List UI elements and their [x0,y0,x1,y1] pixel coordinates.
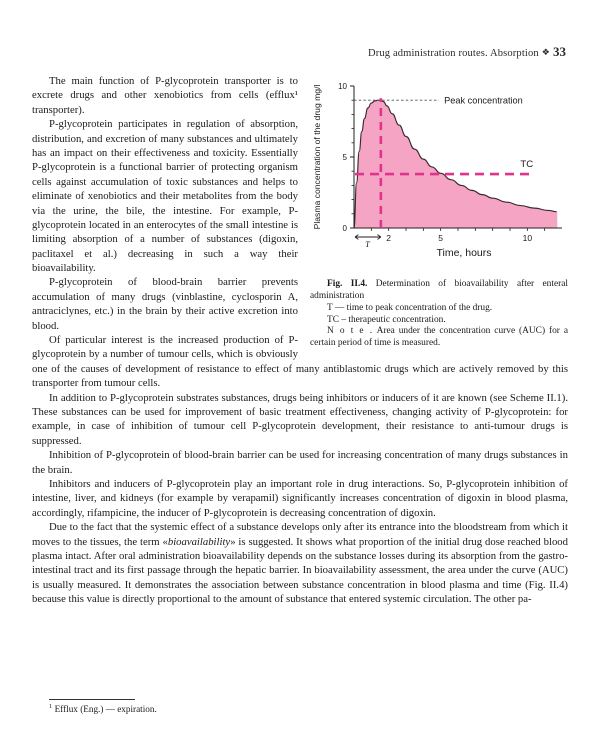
paragraph-2-text: P-glycoprotein participates in regulation of absorption, distribution, and excretion of many substances and ultimately has an impact on their effectiveness and toxicity. Essentially P-glycoprotein is a functional barrier of protecting organism cells against accumulation of toxic substances and helps to eliminate of xenobiotics and their metabolites from the body via the urine, the bile, the intestine. For example, P-glycoprotein located in an enterocytes of the small intestine is limiting absorption of a number of substances (digoxin, paclitaxel et al.) decreasing in such a way their bioavailability. [32,118,298,275]
figure-caption-main [310,279,568,303]
paragraph-1-text: The main function of P-glycoprotein transporter is to excrete drugs and other xenobiotics from cells (efflux¹ transporter). [32,75,298,116]
footnote-marker: 1 [49,702,53,710]
paragraph-3-text: P-glycoprotein of blood-brain barrier prevents accumulation of many drugs (vinblastine, cyclosporin A, antraciclynes, etc.) in the brain by their active excretion into blood. [32,276,298,332]
emphasised-term: bioavailability [167,535,231,548]
x-tick-label: 10 [522,233,533,243]
footnote-entry [32,704,318,716]
chart-container [310,76,568,272]
page-number: 33 [553,44,566,59]
y-tick-label: 5 [342,153,347,163]
figure-note-text: Area under the concentration curve (AUC) for a certain period of time is measured. [310,326,568,349]
bioavailability-chart [310,76,568,272]
figure-caption [310,279,568,350]
figure-legend-t: T — time to peak concentration of the drug. [327,302,493,313]
paragraph-6 [32,448,568,477]
figure-caption-text: Determination of bioavailability after enteral administration [310,279,568,301]
footnote-block [32,699,318,716]
header-title: Drug administration routes. Absorption [368,48,539,59]
paragraph-7-text: Inhibitors and inducers of P-glycoprotein play an important role in drug interactions. So, P-glycoprotein inhibition of intestine, liver, and kidneys (for example by verapamil) significantly increases concentration of digoxin in blood plasma, accordingly, rifampicine, the inducer of P-glycoprotein is decreasing concentration of digoxin. [32,477,568,519]
figure-note-label: N o t e . [327,326,374,337]
paragraph-6-text: Inhibition of P-glycoprotein of blood-brain barrier can be used for increasing concentration of many drugs substances in the brain. [32,449,568,476]
footnote-text: Efflux (Eng.) — expiration. [54,704,157,715]
paragraph-5-text: In addition to P-glycoprotein substrates substances, drugs being inhibitors or inducers of it are known (see Scheme II.1). These substances can be used for improvement of basic treatment effectiveness, changing activity of P-glycoprotein: for example, in case of inhibition of tumour cell P-glycoprotein development, their resistance to anti-tumour drugs is suppressed. [32,391,568,447]
figure-II-4 [310,76,568,350]
figure-note [310,326,568,350]
y-tick-label: 10 [338,82,347,92]
paragraph-4-text: Of particular interest is the increased production of P-glycoprotein by a number of tumour cells, which is obviously one of the causes of development of resistance to effect of many antiblastomic drugs which are actively removed by this transporter from tumour cells. [32,334,568,390]
header-ornament-icon: ❖ [541,47,550,57]
figure-number: Fig. II.4. [327,279,368,289]
footnote-separator [49,699,135,700]
x-tick-label: 5 [438,233,444,243]
x-axis-label: Time, hours [436,247,492,259]
paragraph-8 [32,520,568,606]
article-body [32,74,568,606]
y-tick-label: 0 [342,224,347,234]
therapeutic-concentration-label: TC [520,159,534,171]
y-axis-label: Plasma concentration of the drug mg/l [312,84,322,230]
time-to-peak-label: T [365,240,370,249]
running-header [32,44,568,60]
peak-concentration-label: Peak concentration [444,95,523,106]
x-tick-label: 2 [386,233,392,243]
paragraph-8-text: Due to the fact that the systemic effect of a substance develops only after its entrance into the bloodstream from which it moves to the tissues, the term «bioavailability» is suggested. It shows what proportion of the initial drug dose reached blood plasma intact. After oral administration bioavailability depends on the substance losses during its absorption from the gastro-intestinal tract and its first passage through the hepatic barrier. In bioavailability assessment, the area under the curve (AUC) is usually measured. It demonstrates the association between substance concentration in blood plasma and time (Fig. II.4) because this value is directly proportional to the amount of substance that entered systemic circulation. The other pa- [32,521,568,606]
paragraph-7 [32,477,568,520]
paragraph-5 [32,391,568,449]
figure-legend-tc: TC – therapeutic concentration. [327,314,446,325]
